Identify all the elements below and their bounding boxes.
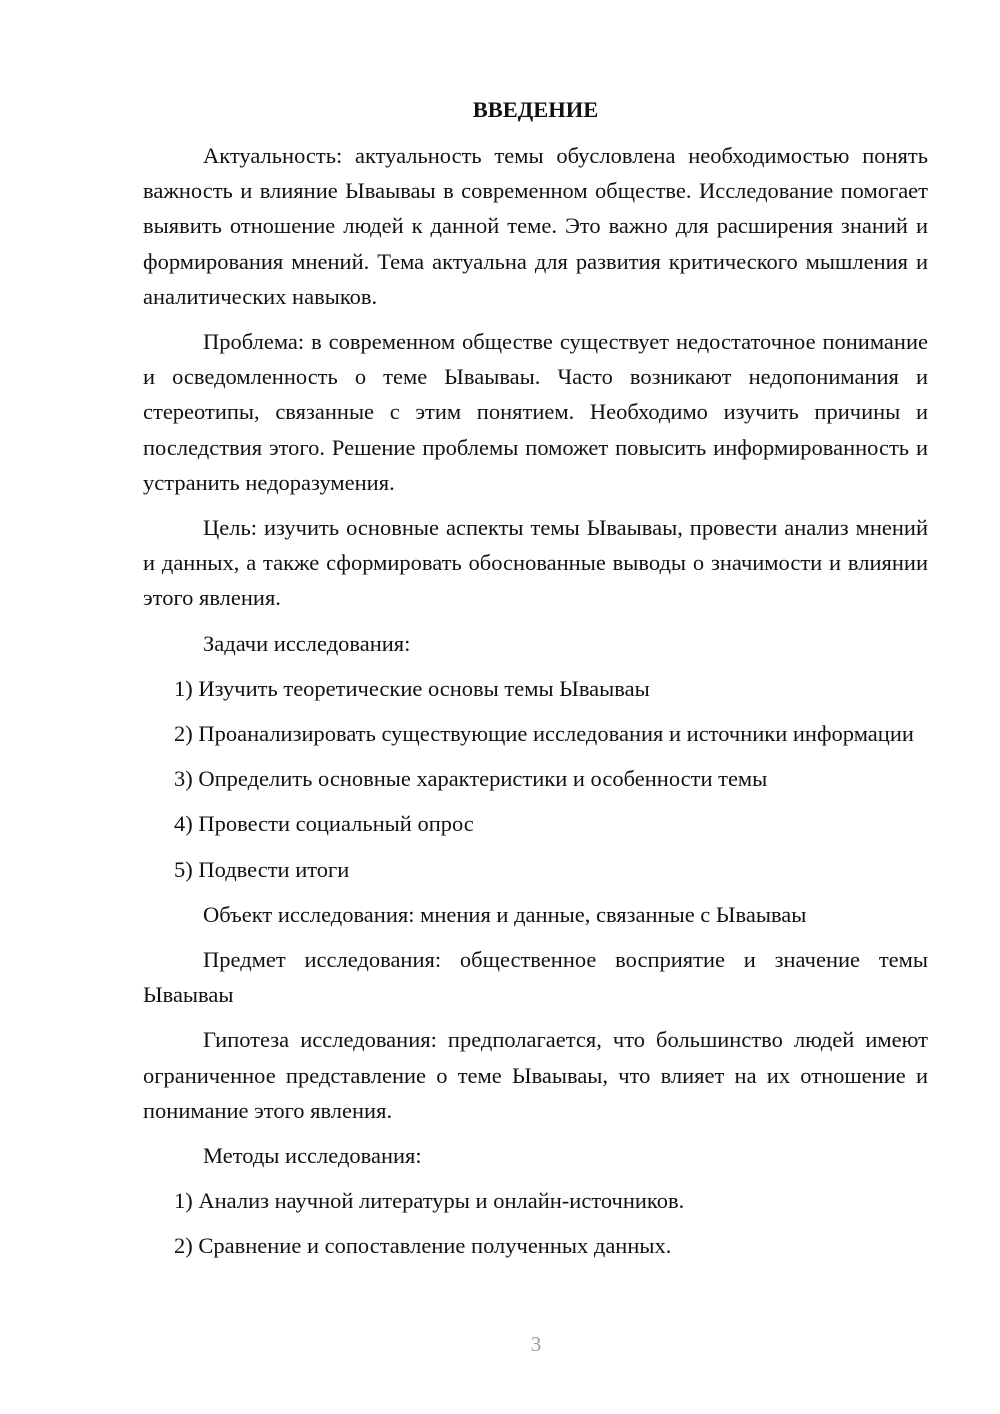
- paragraph-relevance: Актуальность: актуальность темы обусловлена необходимостью понять важность и влияние Ываываы в современном обществе. Исследование помогает выявить отношение людей к данной теме. Это важно для расширения знаний и формирования мнений. Тема актуальна для развития критического мышления и аналитических навыков.: [143, 143, 928, 309]
- task-item-3: 3) Определить основные характеристики и особенности темы: [174, 766, 768, 792]
- tasks-title: Задачи исследования:: [203, 630, 411, 656]
- method-item-1: 1) Анализ научной литературы и онлайн-источников.: [174, 1188, 685, 1214]
- page-content: [143, 92, 928, 1274]
- paragraph-goal: Цель: изучить основные аспекты темы Ываываы, провести анализ мнений и данных, а также сформировать обоснованные выводы о значимости и влиянии этого явления.: [143, 515, 928, 611]
- paragraph-subject: Предмет исследования: общественное восприятие и значение темы Ываываы: [143, 947, 928, 1008]
- page-number: 3: [530, 1332, 542, 1356]
- paragraph-object: Объект исследования: мнения и данные, связанные с Ываываы: [203, 901, 807, 927]
- section-heading: ВВЕДЕНИЕ: [472, 97, 599, 122]
- paragraph-hypothesis: Гипотеза исследования: предполагается, что большинство людей имеют ограниченное представление о теме Ываываы, что влияет на их отношение и понимание этого явления.: [143, 1027, 928, 1123]
- method-item-2: 2) Сравнение и сопоставление полученных данных.: [174, 1233, 672, 1259]
- task-item-1: 1) Изучить теоретические основы темы Ываываы: [174, 675, 650, 701]
- task-item-4: 4) Провести социальный опрос: [174, 811, 474, 837]
- methods-title: Методы исследования:: [203, 1143, 422, 1169]
- paragraph-problem: Проблема: в современном обществе существует недостаточное понимание и осведомленность о теме Ываываы. Часто возникают недопонимания и стереотипы, связанные с этим понятием. Необходимо изучить причины и последствия этого. Решение проблемы поможет повысить информированность и устранить недоразумения.: [143, 329, 928, 495]
- task-item-2: 2) Проанализировать существующие исследования и источники информации: [174, 721, 914, 747]
- task-item-5: 5) Подвести итоги: [174, 856, 350, 882]
